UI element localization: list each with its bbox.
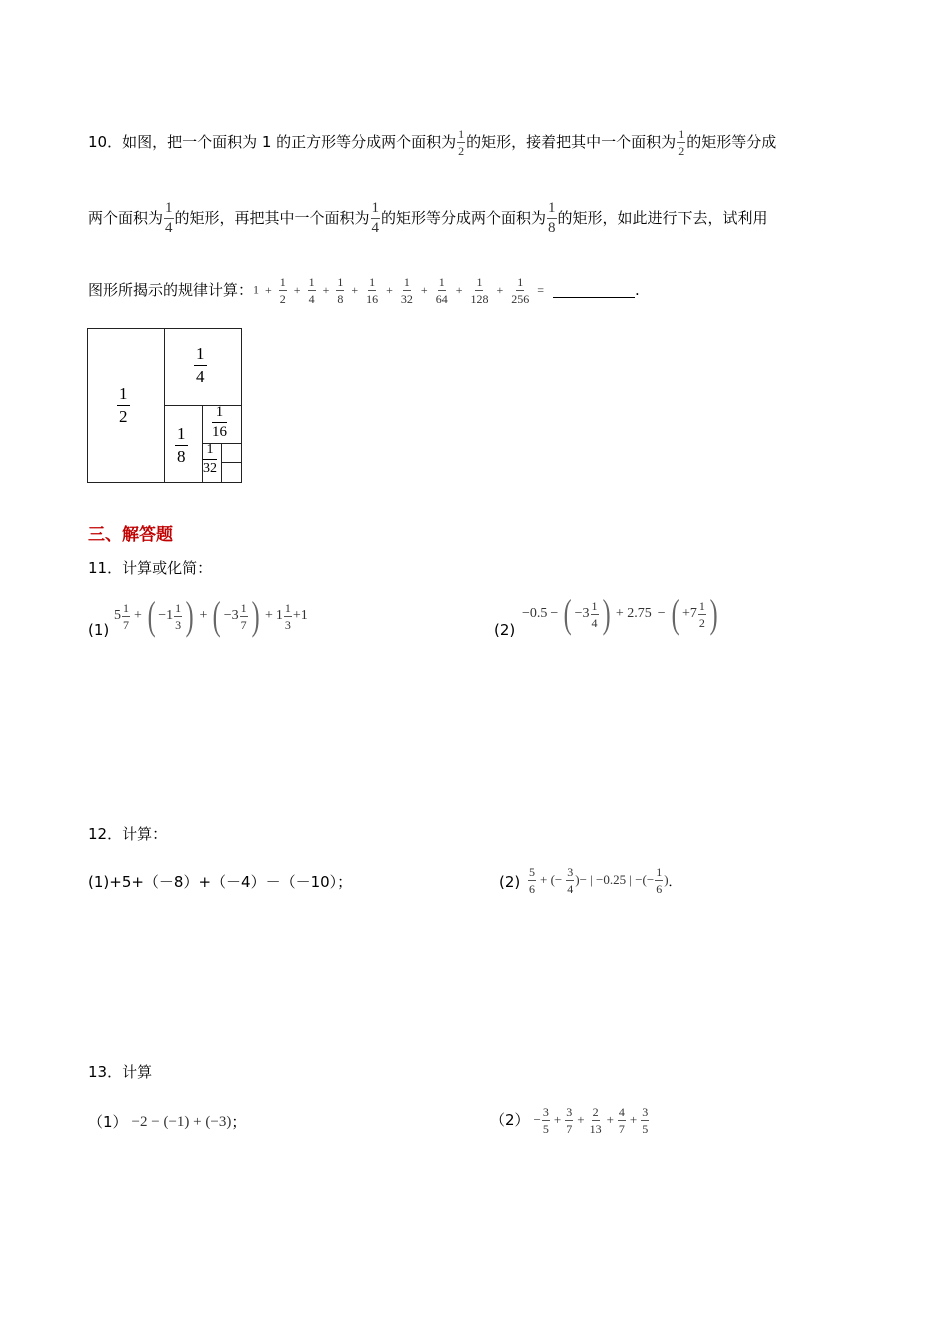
- q12-title: 12．计算：: [88, 825, 168, 843]
- q11-part1-expression: 5 $\frac{1}{7}$ + ( −1 $\frac{1}{3}$ ) + ( −3 $\frac{1}{7}$ ) + 1 $\frac{1}{3}$ +1: [114, 593, 308, 638]
- q10-line3-end: .: [635, 281, 640, 299]
- series-term: $\frac{1}{256}$: [511, 274, 530, 306]
- q10-line1-c: 的矩形等分成: [686, 133, 777, 151]
- area-figure: [87, 328, 242, 483]
- fraction-eighth: $\frac{1}{8}$: [548, 199, 556, 236]
- q13-part1-end: ；: [231, 1113, 247, 1131]
- q12-part2-label: (2): [499, 873, 521, 891]
- q10-line1-a: 10．如图，把一个面积为 1 的正方形等分成两个面积为: [88, 133, 457, 151]
- figure-sixtyfourth-rect: [221, 443, 242, 463]
- series-term: $\frac{1}{2}$: [279, 274, 286, 306]
- q10-line3-a: 图形所揭示的规律计算：: [88, 281, 254, 299]
- series-one: 1: [253, 281, 260, 296]
- q10-line2-b: 的矩形，再把其中一个面积为: [174, 209, 370, 227]
- figure-label-thirtysecond: $\frac{1}{32}$: [203, 442, 217, 476]
- answer-blank[interactable]: [553, 283, 635, 298]
- q10-line1: [88, 118, 776, 166]
- q13-part1: [88, 1112, 246, 1132]
- fraction-half: $\frac{1}{2}$: [678, 126, 685, 158]
- figure-label-sixteenth: $\frac{1}{16}$: [212, 404, 227, 440]
- figure-label-half: $\frac{1}{2}$: [119, 384, 128, 426]
- section-title: 三、解答题: [88, 525, 173, 545]
- q13-part2: [490, 1098, 650, 1142]
- q11-part2-label: (2): [494, 621, 516, 639]
- series-term: $\frac{1}{128}$: [470, 274, 489, 306]
- q12-part1: (1)+5+（－8）+（－4）－（－10）；: [88, 873, 353, 891]
- q10-line2-c: 的矩形等分成两个面积为: [381, 209, 547, 227]
- q11-part1-label: (1): [88, 621, 110, 639]
- q13-part2-expression: − $\frac{3}{5}$ + $\frac{3}{7}$ + $\frac{2}{13}$ + $\frac{4}{7}$ + $\frac{3}{5}$: [533, 1104, 649, 1136]
- q13-part1-expression: −2 − (−1) + (−3): [131, 1114, 232, 1130]
- fraction-quarter: $\frac{1}{4}$: [371, 199, 380, 236]
- series-term: $\frac{1}{16}$: [366, 274, 379, 306]
- q10-line2-d: 的矩形，如此进行下去，试利用: [557, 209, 768, 227]
- series-term: $\frac{1}{32}$: [400, 274, 413, 306]
- q13-part2-label: （2）: [490, 1111, 530, 1129]
- q13-title: 13．计算: [88, 1063, 153, 1081]
- q10-line2: [88, 192, 768, 244]
- q10-line2-a: 两个面积为: [88, 209, 164, 227]
- fraction-half: $\frac{1}{2}$: [458, 126, 465, 158]
- series-term: $\frac{1}{8}$: [337, 274, 344, 306]
- fraction-quarter: $\frac{1}{4}$: [165, 199, 173, 236]
- q10-line3: [88, 268, 640, 312]
- q10-line1-b: 的矩形，接着把其中一个面积为: [466, 133, 677, 151]
- q12-part2-expression: $\frac{5}{6}$ + (− $\frac{3}{4}$ )− | −0.25 | −(− $\frac{1}{6}$ ) ．: [529, 864, 682, 896]
- q13-part1-label: （1）: [88, 1113, 128, 1131]
- series-term: $\frac{1}{64}$: [435, 274, 448, 306]
- figure-label-eighth: $\frac{1}{8}$: [177, 424, 186, 466]
- figure-label-quarter: $\frac{1}{4}$: [196, 344, 205, 386]
- q11-part2-expression: −0.5 − ( −3 $\frac{1}{4}$ ) + 2.75 − ( +7 $\frac{1}{2}$ ): [522, 591, 718, 636]
- series-expression: 1 + $\frac{1}{2}$ + $\frac{1}{4}$ + $\frac{1}{8}$ + $\frac{1}{16}$ + $\frac{1}{32}$ + $\frac{1}{64}$ + $\frac{1}{128}$ + $\frac{1}{256}$ =: [253, 274, 545, 306]
- series-term: $\frac{1}{4}$: [308, 274, 315, 306]
- q11-title: 11．计算或化简：: [88, 559, 213, 577]
